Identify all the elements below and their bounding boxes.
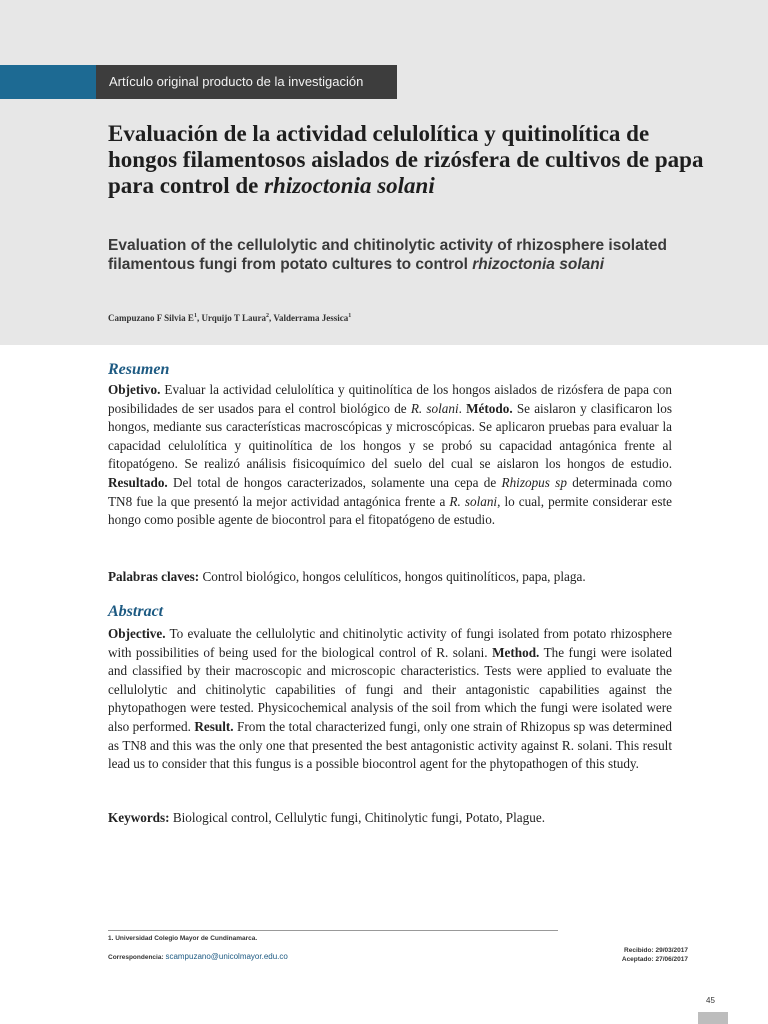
result-text: Del total de hongos caracterizados, solamente una cepa de xyxy=(167,474,502,490)
result-label: Result. xyxy=(194,718,234,734)
footnote-divider xyxy=(108,930,558,931)
received-date: Recibido: 29/03/2017 xyxy=(624,947,688,954)
method-text: Se aislaron y clasificaron los hongos, mediante sus características macroscópicas y microscópicas. Se aplicaron pruebas para evaluar la capacidad celulolítica y quitinolítica de los hongos y se probó su capacidad antagónica frente al fitopatógeno. Se realizó análisis fisicoquímico del suelo del cual se aislaron los hongos de estudio. xyxy=(108,400,672,472)
abstract-heading: Abstract xyxy=(108,603,164,620)
objective-label: Objetivo. xyxy=(108,382,161,397)
objective-label: Objective. xyxy=(108,626,166,641)
author-name: Campuzano F Silvia E xyxy=(108,313,194,323)
title-english-main: Evaluation of the cellulolytic and chitinolytic activity of rhizosphere isolated filamentous fungi from potato cultures to control xyxy=(108,237,667,273)
method-label: Método. xyxy=(466,400,513,416)
title-spanish-main: Evaluación de la actividad celulolítica y quitinolítica de hongos filamentosos aislados de rizósfera de cultivos de papa para control de xyxy=(108,121,704,198)
species-name: R. solani xyxy=(449,493,498,509)
author-affiliation: 1 xyxy=(348,313,352,319)
title-spanish-species: rhizoctonia solani xyxy=(264,173,435,198)
method-label: Method. xyxy=(492,644,540,660)
correspondence xyxy=(108,952,288,961)
page-tab xyxy=(698,1012,728,1024)
resumen-heading: Resumen xyxy=(108,361,170,378)
resumen-body xyxy=(108,381,672,530)
title-english xyxy=(108,236,668,274)
result-text: From the total characterized fungi, only one strain of Rhizopus sp was determined as TN8 and this was the only one that presented the best antagonistic activity against R. solani. This result lead us to consider that this fungus is a possible biocontrol agent for the phytopathogen of this study. xyxy=(108,718,672,772)
correspondence-email[interactable]: scampuzano@unicolmayor.edu.co xyxy=(165,952,288,961)
result-label: Resultado. xyxy=(108,474,168,490)
author-name: Valderrama Jessica xyxy=(273,313,349,323)
species-name: R. solani xyxy=(410,400,459,416)
correspondence-label: Correspondencia: xyxy=(108,954,164,961)
authors-line xyxy=(108,313,668,323)
objective-text: Evaluar la actividad celulolítica y quitinolítica de los hongos aislados de rizósfera de papa con posibilidades de ser usados para el control biológico de xyxy=(108,382,672,416)
article-dates xyxy=(622,946,688,964)
author-affiliation: 2 xyxy=(265,313,269,319)
result-text: , lo cual, permite considerar este hongo como posible agente de biocontrol para el fitopatógeno de estudio. xyxy=(108,493,672,528)
palabras-label: Palabras claves: xyxy=(108,569,200,584)
keywords xyxy=(108,810,672,826)
article-category: Artículo original producto de la investigación xyxy=(96,65,397,99)
accent-bar xyxy=(0,65,96,99)
keywords-text: Biological control, Cellulytic fungi, Chitinolytic fungi, Potato, Plague. xyxy=(169,810,545,825)
affiliation-footnote: 1. Universidad Colegio Mayor de Cundinamarca. xyxy=(108,935,258,942)
species-name: Rhizopus sp xyxy=(501,474,567,490)
page-number: 45 xyxy=(706,996,715,1005)
title-spanish xyxy=(108,121,708,199)
result-text: determinada como TN8 fue la que presentó la mejor actividad antagónica frente a xyxy=(108,474,672,509)
objective-end: . xyxy=(458,400,467,416)
method-text: The fungi were isolated and classified by their macroscopic and microscopic characteristics. Tests were applied to evaluate the cellulolytic and chitinolytic capabilities of fungi and their antagonistic capabilities against the phytopathogen were tested. Physicochemical analysis of the soil from which the fungi were isolated were also performed. xyxy=(108,644,672,734)
author-separator: , xyxy=(196,313,202,323)
palabras-text: Control biológico, hongos celulíticos, hongos quitinolíticos, papa, plaga. xyxy=(199,569,586,584)
keywords-label: Keywords: xyxy=(108,810,170,825)
title-english-species: rhizoctonia solani xyxy=(472,256,605,273)
author-separator: , xyxy=(268,313,274,323)
accepted-date: Aceptado: 27/06/2017 xyxy=(621,956,688,963)
author-affiliation: 1 xyxy=(193,313,197,319)
author-name: Urquijo T Laura xyxy=(201,313,266,323)
palabras-claves xyxy=(108,569,672,585)
objective-text: To evaluate the cellulolytic and chitinolytic activity of fungi isolated from potato rhizosphere with possibilities of being used for the biological control of R. solani. xyxy=(108,626,672,660)
abstract-body xyxy=(108,625,672,774)
